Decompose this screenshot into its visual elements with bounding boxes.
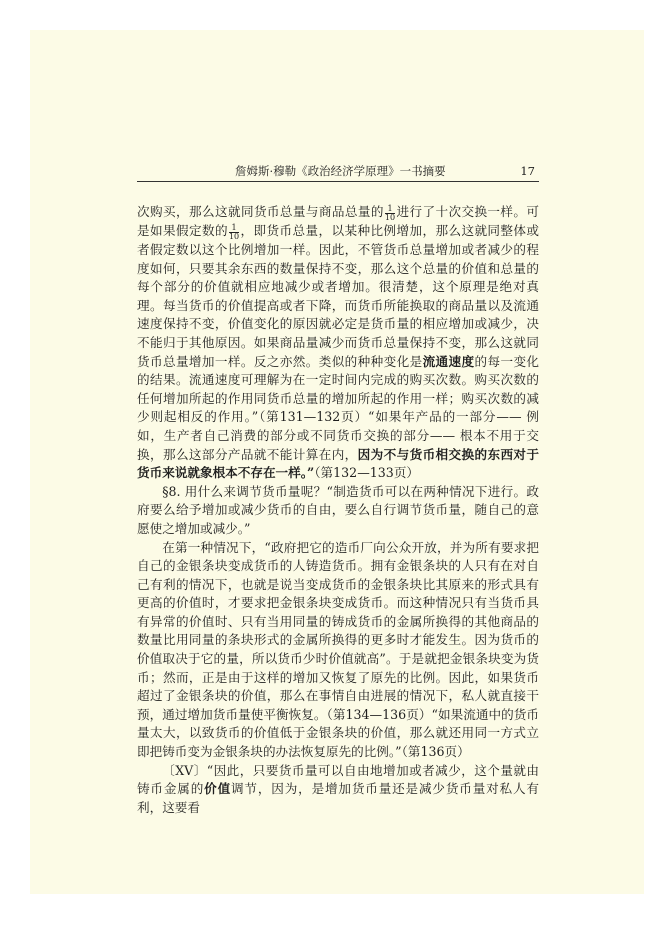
fraction-numerator: 1 [229, 224, 239, 233]
paragraph: §8. 用什么来调节货币量呢？“制造货币可以在两种情况下进行。政府要么给予增加或减少货币的自由，要么自行调节货币量，随自己的意愿使之增加或减少。” [137, 483, 539, 536]
bold-text: 流通速度 [422, 353, 475, 369]
fraction-denominator: 10 [228, 232, 240, 241]
paragraph [137, 203, 539, 483]
text-run: （第132—133页） [314, 465, 420, 481]
text-run: 次购买，那么这就同货币总量与商品总量的 [137, 204, 384, 219]
text-run: ，即货币总量，以某种比例增加，那么这就同整体或者假定数以这个比例增加一样。因此，不管货币总量增加或者减少的程度如何，只要其余东西的数量保持不变，那么这个总量的价值和总量的每个部分的价值就相应地减少或者增加。很清楚，这个原理是绝对真理。每当货币的价值提高或者下降，而货币所能换取的商品量以及流通速度保持不变，价值变化的原因就必定是货币量的相应增加或减少，决不能归于其他原因。如果商品量减少而货币总量保持不变，那么这就同货币总量增加一样。反之亦然。类似的种种变化是 [137, 223, 540, 369]
body-text [137, 203, 539, 817]
running-header [137, 163, 539, 182]
bold-text: 因为不与货币相交换的东西对于货币来说就象根本不存在一样。” [137, 446, 540, 481]
fraction-denominator: 10 [384, 213, 396, 222]
text-run: 〔XV〕“因此，只要货币量可以自由地增加或者减少，这个量就由铸币金属的 [137, 762, 539, 797]
text-run: 的每一变化的结果。流通速度可理解为在一定时间内完成的购买次数。购买次数的任何增加所起的作用同货币总量的增加所起的作用一样；购买次数的减少则起相反的作用。”（第131—132页）“如果年产品的一部分—— 例如，生产者自己消费的部分或不同货币交换的部分—— 根本不用于交换，那么这部分产品就不能计算在内， [137, 353, 540, 462]
bold-text: 价值 [204, 781, 231, 797]
paragraph: 在第一种情况下，“政府把它的造币厂向公众开放，并为所有要求把自己的金银条块变成货币的人铸造货币。拥有金银条块的人只有在对自己有利的情况下，也就是说当变成货币的金银条块比其原来的形式具有更高的价值时，才要求把金银条块变成货币。而这种情况只有当货币具有异常的价值时、只有当用同量的铸成货币的金属所换得的其他商品的数量比用同量的条块形式的金属所换得的更多时才能发生。因为货币的价值取决于它的量，所以货币少时价值就高”。于是就把金银条块变为货币；然而，正是由于这样的增加又恢复了原先的比例。因此，如果货币超过了金银条块的价值，那么在事情自由进展的情况下，私人就直接干预，通过增加货币量使平衡恢复。（第134—136页）“如果流通中的货币量太大，以致货币的价值低于金银条块的价值，那么就还用同一方式立即把铸币变为金银条块的办法恢复原先的比例。”（第136页） [137, 539, 539, 760]
fraction-numerator: 1 [385, 205, 395, 214]
paragraph [137, 762, 539, 818]
text-run: 调节，因为，是增加货币量还是减少货币量对私人有利，这要看 [137, 781, 540, 815]
header-title: 詹姆斯·穆勒《政治经济学原理》一书摘要 [235, 164, 446, 178]
fraction [385, 205, 395, 222]
page-number: 17 [520, 164, 535, 178]
text-run: 进行了十次交换一样。可是如果假定数的 [137, 204, 540, 238]
fraction [229, 224, 239, 241]
